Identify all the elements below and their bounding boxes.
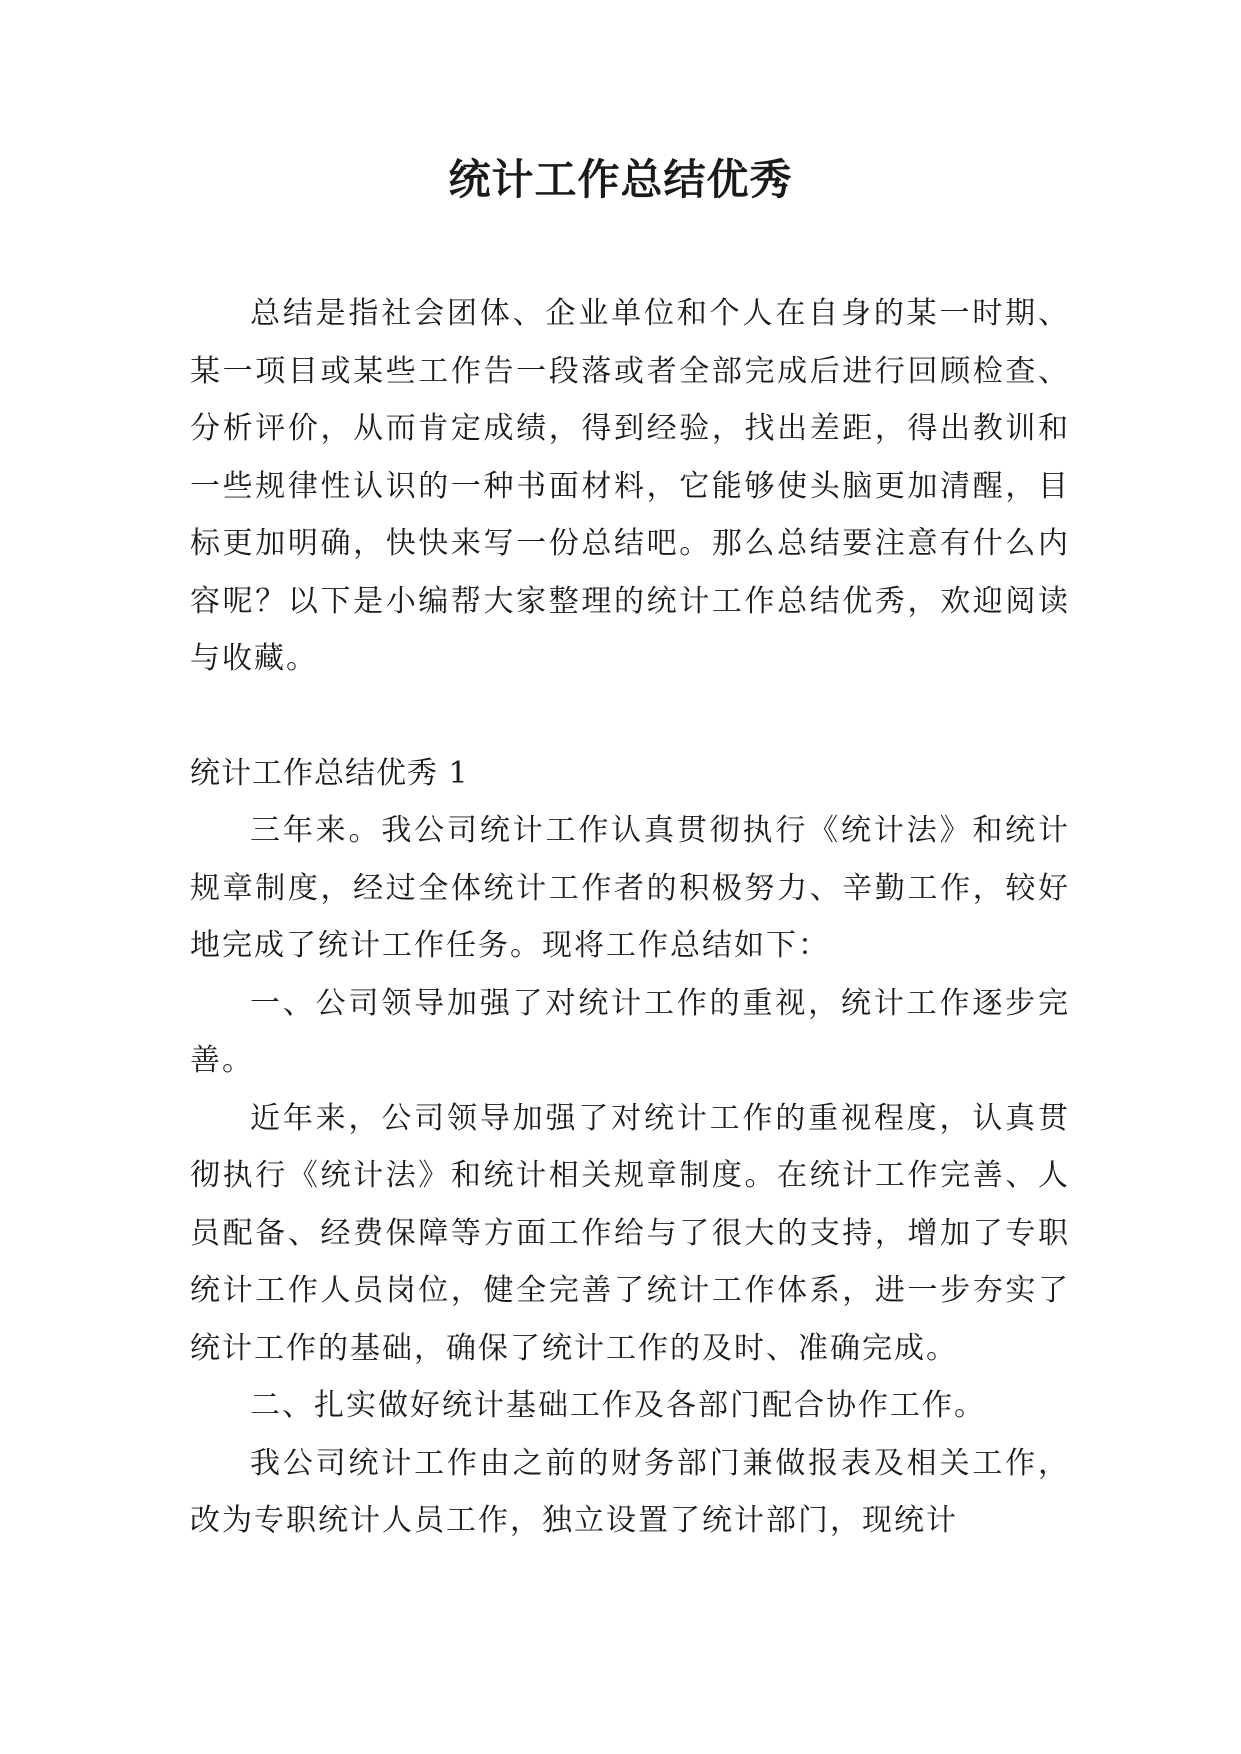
body-paragraph-2: 一、公司领导加强了对统计工作的重视，统计工作逐步完善。	[190, 985, 1070, 1078]
body-paragraph-5: 我公司统计工作由之前的财务部门兼做报表及相关工作，改为专职统计人员工作，独立设置了统计部门，现统计	[190, 1445, 1070, 1538]
document-title: 统计工作总结优秀	[448, 155, 793, 204]
body-paragraph-4: 二、扎实做好统计基础工作及各部门配合协作工作。	[250, 1388, 986, 1423]
section-heading: 统计工作总结优秀 1	[190, 755, 469, 791]
paragraph-spacer	[190, 688, 1070, 745]
body-paragraph-1: 三年来。我公司统计工作认真贯彻执行《统计法》和统计规章制度，经过全体统计工作者的积极努力、辛勤工作，较好地完成了统计工作任务。现将工作总结如下：	[190, 813, 1070, 963]
intro-paragraph: 总结是指社会团体、企业单位和个人在自身的某一时期、某一项目或某些工作告一段落或者全部完成后进行回顾检查、分析评价，从而肯定成绩，得到经验，找出差距，得出教训和一些规律性认识的一种书面材料，它能够使头脑更加清醒，目标更加明确，快快来写一份总结吧。那么总结要注意有什么内容呢？以下是小编帮大家整理的统计工作总结优秀，欢迎阅读与收藏。	[190, 296, 1070, 676]
document-body	[190, 285, 1070, 1550]
body-paragraph-3: 近年来，公司领导加强了对统计工作的重视程度，认真贯彻执行《统计法》和统计相关规章制度。在统计工作完善、人员配备、经费保障等方面工作给与了很大的支持，增加了专职统计工作人员岗位，健全完善了统计工作体系，进一步夯实了统计工作的基础，确保了统计工作的及时、准确完成。	[190, 1100, 1070, 1366]
